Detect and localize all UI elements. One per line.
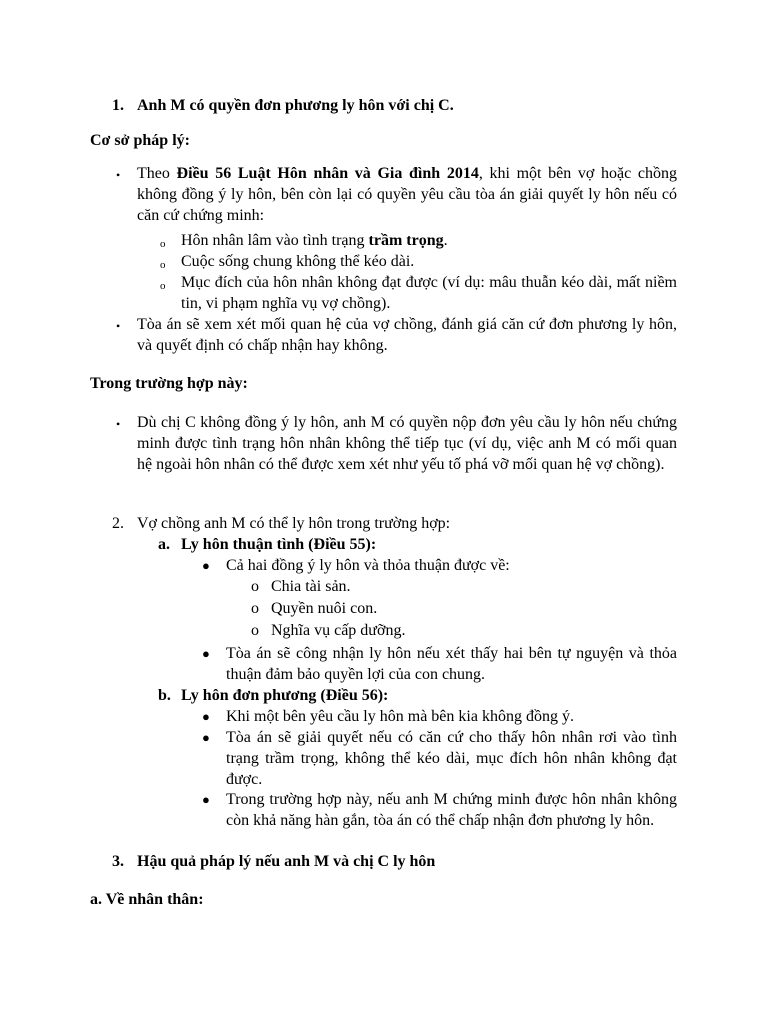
circle-bullet-marker: o	[251, 600, 259, 617]
legal-basis-label: Cơ sở pháp lý:	[90, 132, 190, 149]
subsection-b-title: Ly hôn đơn phương (Điều 56):	[181, 687, 389, 704]
subsection-a-title: Ly hôn thuận tình (Điều 55):	[181, 536, 377, 553]
section-1-number: 1.	[112, 97, 124, 114]
circle-bullet-marker: o	[251, 578, 259, 595]
subsection-a-label: a.	[158, 536, 170, 553]
disc-bullet-marker: ●	[202, 730, 210, 745]
disc-bullet-marker: ●	[202, 709, 210, 724]
agreement-item-1: Chia tài sản.	[271, 578, 351, 595]
case-paragraph: Dù chị C không đồng ý ly hôn, anh M có quyền nộp đơn yêu cầu ly hôn nếu chứng minh được tình trạng hôn nhân không thể tiếp tục (ví dụ, việc anh M có mối quan hệ ngoài hôn nhân có thể được xem xét như yếu tố phá vỡ mối quan hệ vợ chồng).	[137, 414, 677, 473]
unilateral-divorce-item-2: Tòa án sẽ giải quyết nếu có căn cứ cho thấy hôn nhân rơi vào tình trạng trầm trọng, không thể kéo dài, mục đích hôn nhân không đạt được.	[226, 729, 677, 788]
text-run: .	[443, 232, 448, 249]
section-2-number: 2.	[112, 515, 124, 532]
sub-bullet-marker: o	[160, 238, 166, 250]
disc-bullet-marker: ●	[202, 792, 210, 807]
text-run: Theo	[137, 165, 177, 182]
unilateral-divorce-item-1: Khi một bên yêu cầu ly hôn mà bên kia không đồng ý.	[226, 708, 574, 725]
disc-bullet-marker: ●	[202, 646, 210, 661]
condition-item-2: Cuộc sống chung không thể kéo dài.	[181, 253, 415, 270]
section-2-heading: Vợ chồng anh M có thể ly hôn trong trường hợp:	[137, 515, 451, 532]
bullet-marker: •	[116, 168, 121, 182]
mutual-divorce-item-2: Tòa án sẽ công nhận ly hôn nếu xét thấy hai bên tự nguyện và thỏa thuận đảm bảo quyền lợi của con chung.	[226, 645, 677, 683]
sub-bullet-marker: o	[160, 280, 166, 292]
agreement-item-3: Nghĩa vụ cấp dưỡng.	[271, 622, 406, 639]
personal-consequences-heading: a. Về nhân thân:	[90, 891, 204, 908]
section-3-heading: Hậu quả pháp lý nếu anh M và chị C ly hôn	[137, 853, 436, 870]
emphasis-text: trầm trọng	[368, 232, 444, 249]
bullet-marker: •	[116, 417, 121, 431]
bullet-marker: •	[116, 319, 121, 333]
section-3-number: 3.	[112, 853, 124, 870]
unilateral-divorce-item-3: Trong trường hợp này, nếu anh M chứng minh được hôn nhân không còn khả năng hàn gắn, tòa án có thể chấp nhận đơn phương ly hôn.	[226, 791, 677, 829]
disc-bullet-marker: ●	[202, 558, 210, 573]
law-reference: Điều 56 Luật Hôn nhân và Gia đình 2014	[176, 165, 479, 182]
condition-item-1	[181, 230, 677, 251]
text-run: , khi một bên vợ hoặc chồng không đồng ý ly hôn, bên còn lại có quyền yêu cầu tòa án giải quyết ly hôn nếu có căn cứ chứng minh:	[137, 165, 678, 224]
case-label: Trong trường hợp này:	[90, 375, 248, 392]
legal-basis-paragraph-2: Tòa án sẽ xem xét mối quan hệ của vợ chồng, đánh giá căn cứ đơn phương ly hôn, và quyết định có chấp nhận hay không.	[137, 316, 677, 354]
legal-basis-paragraph-1	[137, 163, 677, 226]
subsection-b-label: b.	[158, 687, 171, 704]
agreement-item-2: Quyền nuôi con.	[271, 600, 378, 617]
mutual-divorce-item-1: Cả hai đồng ý ly hôn và thỏa thuận được về:	[226, 557, 510, 574]
section-1-heading: Anh M có quyền đơn phương ly hôn với chị C.	[137, 97, 454, 114]
text-run: Hôn nhân lâm vào tình trạng	[181, 232, 369, 249]
sub-bullet-marker: o	[160, 259, 166, 271]
condition-item-3: Mục đích của hôn nhân không đạt được (ví dụ: mâu thuẫn kéo dài, mất niềm tin, vi phạm nghĩa vụ vợ chồng).	[181, 274, 677, 312]
circle-bullet-marker: o	[251, 622, 259, 639]
